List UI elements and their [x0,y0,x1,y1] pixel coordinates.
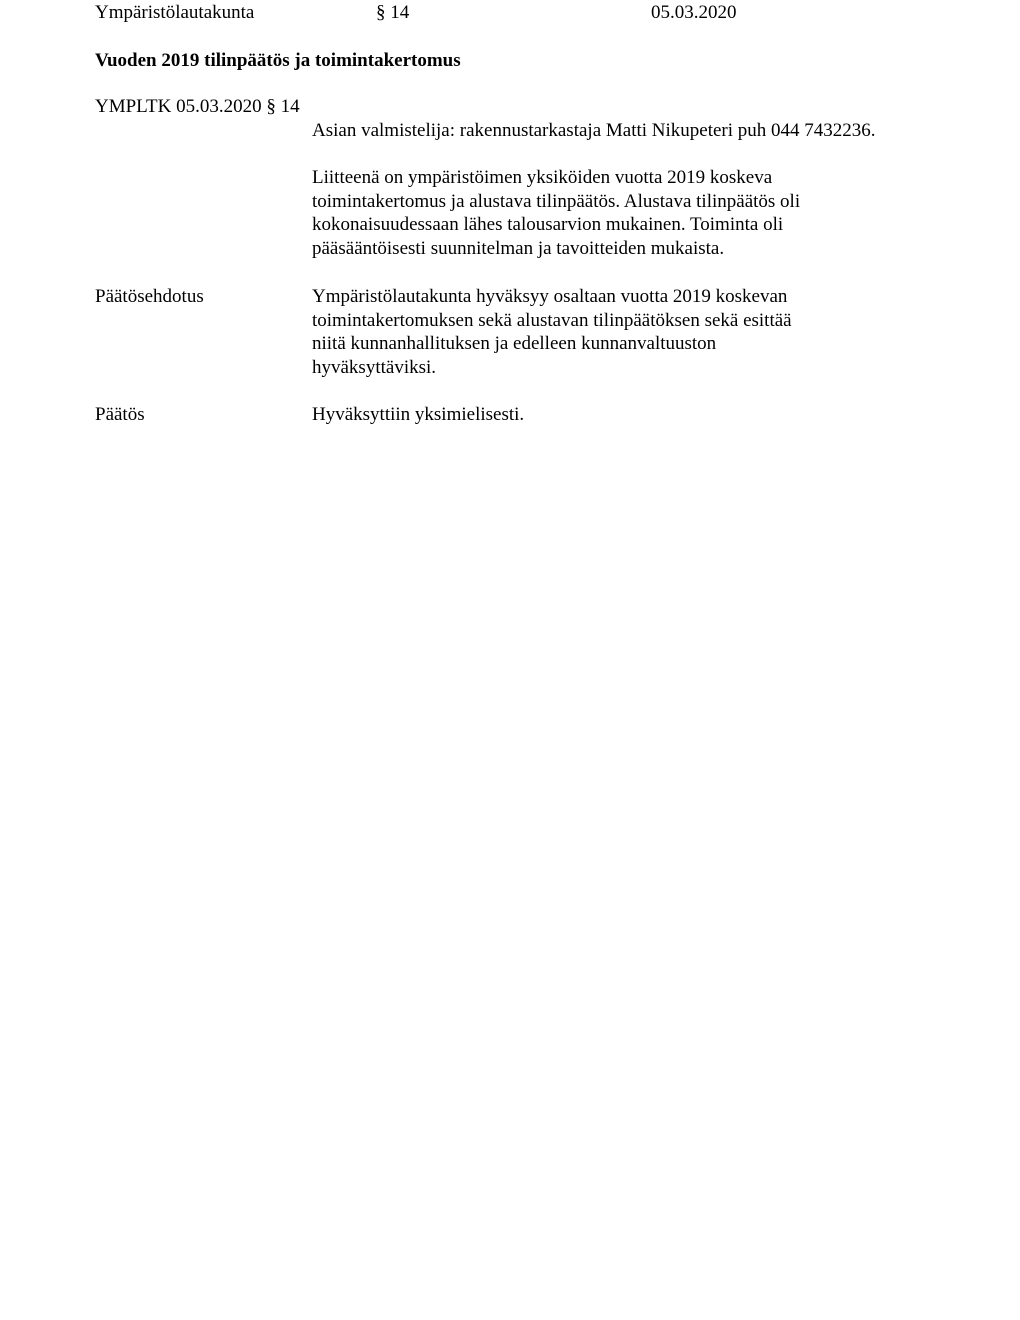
committee-name: Ympäristölautakunta [95,2,255,23]
decision-text: Hyväksyttiin yksimielisesti. [312,404,525,425]
proposal-line: hyväksyttäviksi. [312,357,437,379]
meeting-date: 05.03.2020 [651,2,737,23]
description-line: kokonaisuudessaan lähes talousarvion mukainen. Toiminta oli [312,214,784,236]
description-line: pääsääntöisesti suunnitelman ja tavoitteiden mukaista. [312,238,725,260]
proposal-paragraph [312,285,952,380]
section-number: § 14 [376,2,410,23]
meeting-reference: YMPLTK 05.03.2020 § 14 [95,96,300,117]
proposal-line: niitä kunnanhallituksen ja edelleen kunnanvaltuuston [312,333,717,355]
description-paragraph [312,166,952,261]
proposal-label: Päätösehdotus [95,286,204,307]
document-title: Vuoden 2019 tilinpäätös ja toimintakertomus [95,50,461,71]
proposal-line: toimintakertomuksen sekä alustavan tilinpäätöksen sekä esittää [312,309,792,331]
decision-label: Päätös [95,404,145,425]
description-line: Liitteenä on ympäristöimen yksiköiden vuotta 2019 koskeva [312,167,773,188]
proposal-line: Ympäristölautakunta hyväksyy osaltaan vuotta 2019 koskevan [312,286,788,307]
description-line: toimintakertomus ja alustava tilinpäätös. Alustava tilinpäätös oli [312,190,801,212]
preparer-info: Asian valmistelija: rakennustarkastaja Matti Nikupeteri puh 044 7432236. [312,120,876,141]
